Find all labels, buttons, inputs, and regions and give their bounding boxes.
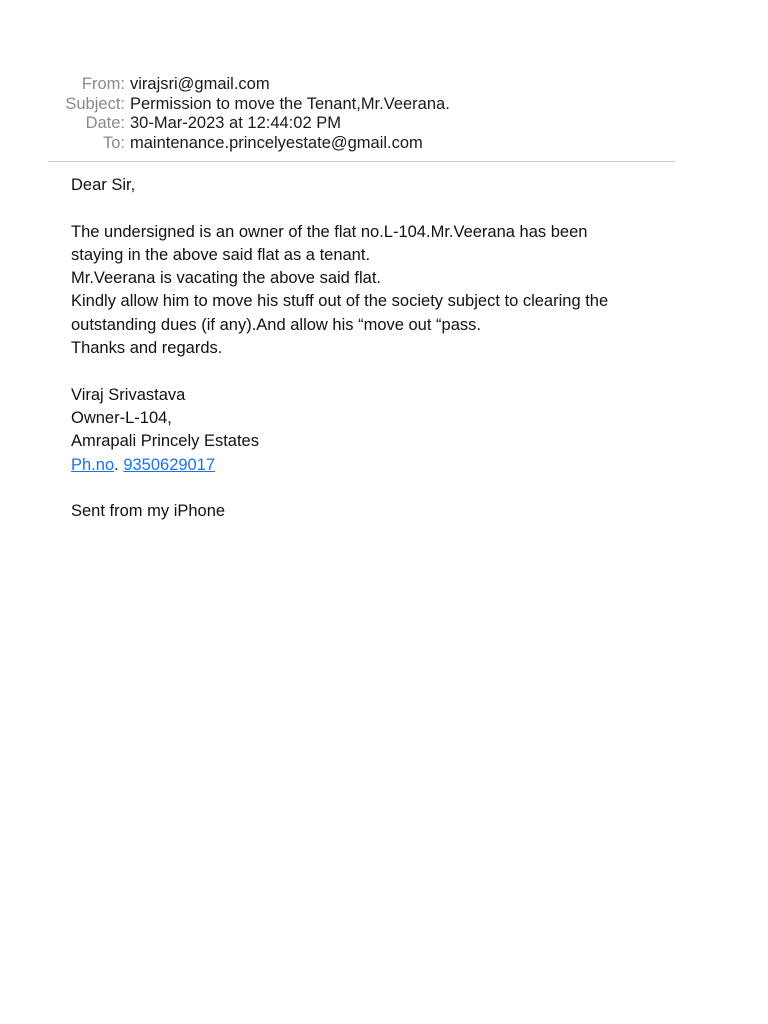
greeting: Dear Sir, [71,176,136,194]
phone-prefix-link[interactable]: Ph.no [71,455,115,474]
date-label: Date: [85,114,125,132]
from-label: From: [81,75,125,93]
body-line: outstanding dues (if any).And allow his “move out “pass. [71,315,481,334]
to-row [48,134,675,154]
body-line: Mr.Veerana is vacating the above said flat. [71,269,382,288]
sent-from-footer: Sent from my iPhone [71,502,226,521]
signature-owner: Owner-L-104, [71,408,172,427]
from-row [48,75,675,95]
closing: Thanks and regards. [71,339,223,358]
date-row [48,114,675,134]
email-body [71,174,711,523]
date-value: 30-Mar-2023 at 12:44:02 PM [130,114,341,132]
phone-line [71,454,711,477]
header-divider [48,161,675,162]
to-value[interactable]: maintenance.princelyestate@gmail.com [130,133,423,152]
subject-row [48,95,675,115]
blank-line [71,360,711,383]
body-line: The undersigned is an owner of the flat no.L-104.Mr.Veerana has been [71,222,588,241]
blank-line [71,477,711,500]
body-line: Kindly allow him to move his stuff out of the society subject to clearing the [71,292,609,311]
email-header [48,75,675,153]
subject-value: Permission to move the Tenant,Mr.Veerana. [130,94,450,113]
from-value[interactable]: virajsri@gmail.com [130,75,270,93]
signature-name: Viraj Srivastava [71,385,186,404]
signature-estate: Amrapali Princely Estates [71,432,259,451]
phone-separator: . [114,455,119,474]
blank-line [71,197,711,220]
subject-label: Subject: [65,94,125,113]
body-line: staying in the above said flat as a tenant. [71,245,371,264]
to-label: To: [102,133,125,152]
phone-number-link[interactable]: 9350629017 [123,455,216,474]
